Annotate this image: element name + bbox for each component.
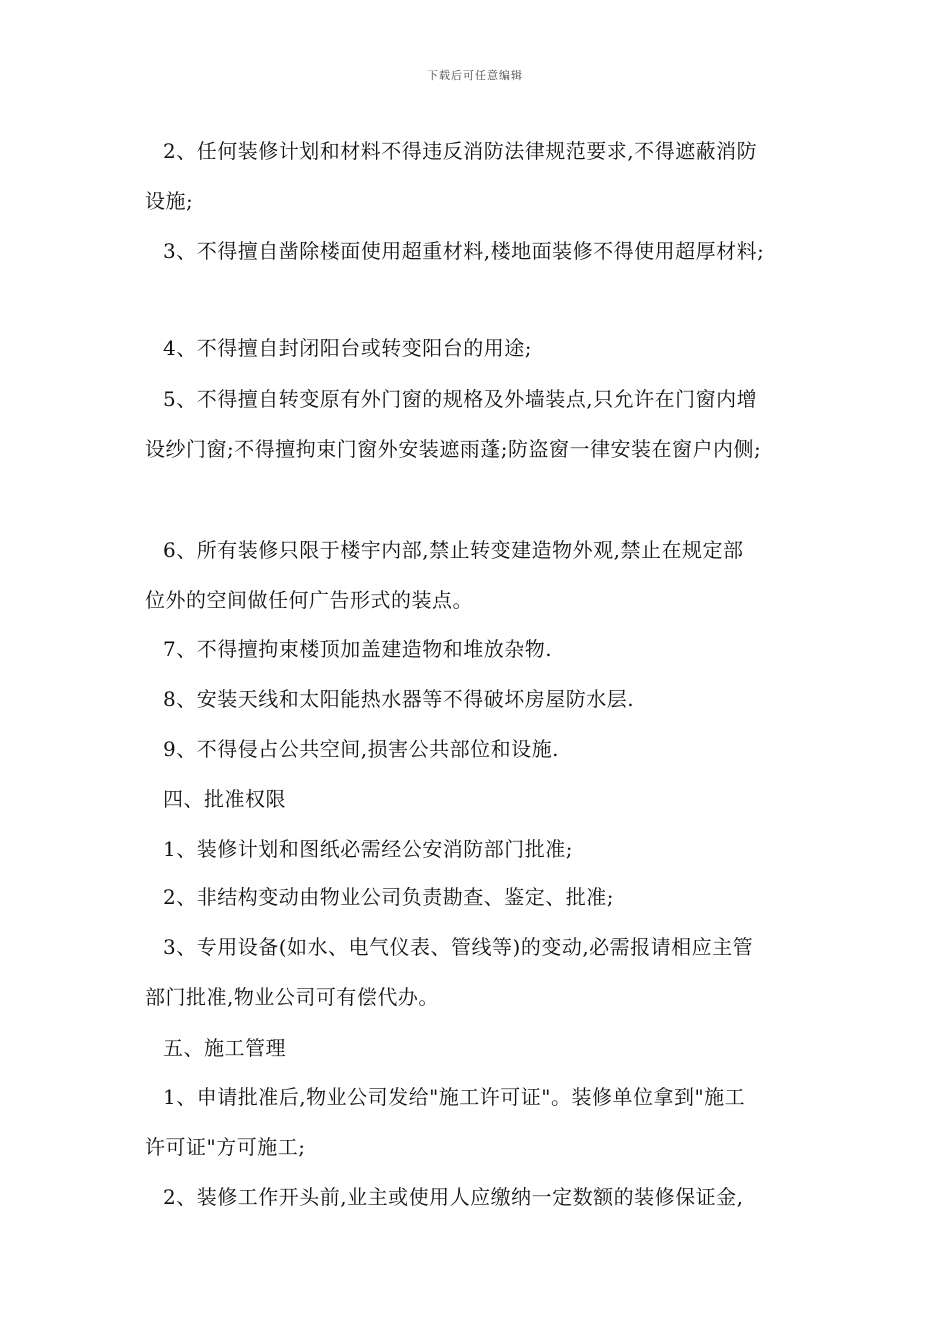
paragraph-line: 设施; [145,189,194,213]
paragraph-line: 位外的空间做任何广告形式的装点。 [145,588,473,612]
paragraph-line: 3、专用设备(如水、电气仪表、管线等)的变动,必需报请相应主管 [163,935,754,959]
paragraph-line: 设纱门窗;不得擅拘束门窗外安装遮雨蓬;防盗窗一律安装在窗户内侧; [145,437,762,461]
paragraph-line: 2、装修工作开头前,业主或使用人应缴纳一定数额的装修保证金, [163,1185,744,1209]
section-heading: 四、批准权限 [163,787,286,811]
paragraph-line: 8、安装天线和太阳能热水器等不得破坏房屋防水层. [163,687,635,711]
paragraph-line: 4、不得擅自封闭阳台或转变阳台的用途; [163,336,532,360]
paragraph-line: 3、不得擅自凿除楼面使用超重材料,楼地面装修不得使用超厚材料; [163,239,765,263]
paragraph-line: 7、不得擅拘束楼顶加盖建造物和堆放杂物. [163,637,553,661]
paragraph-line: 5、不得擅自转变原有外门窗的规格及外墙装点,只允许在门窗内增 [163,387,758,411]
paragraph-line: 9、不得侵占公共空间,损害公共部位和设施. [163,737,559,761]
paragraph-line: 2、任何装修计划和材料不得违反消防法律规范要求,不得遮蔽消防 [163,139,758,163]
page-header-note: 下载后可任意编辑 [427,69,523,82]
paragraph-line: 部门批准,物业公司可有偿代办。 [145,985,439,1009]
paragraph-line: 许可证"方可施工; [145,1135,306,1159]
paragraph-line: 1、装修计划和图纸必需经公安消防部门批准; [163,837,573,861]
paragraph-line: 1、申请批准后,物业公司发给"施工许可证"。装修单位拿到"施工 [163,1085,746,1109]
paragraph-line: 6、所有装修只限于楼宇内部,禁止转变建造物外观,禁止在规定部 [163,538,744,562]
paragraph-line: 2、非结构变动由物业公司负责勘查、鉴定、批准; [163,885,614,909]
section-heading: 五、施工管理 [163,1036,286,1060]
